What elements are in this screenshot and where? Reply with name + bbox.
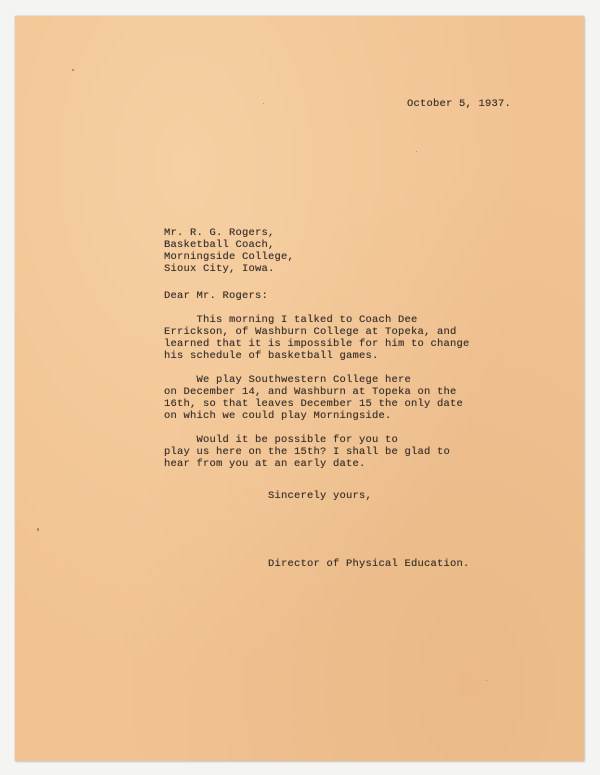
recipient-name: Mr. R. G. Rogers, (164, 227, 275, 239)
paper-speck (416, 151, 417, 152)
paragraph-line: on which we could play Morningside. (164, 410, 392, 422)
paper-speck (486, 680, 487, 681)
paragraph-line: learned that it is impossible for him to change (164, 338, 470, 350)
recipient-organization: Morningside College, (164, 251, 295, 263)
salutation: Dear Mr. Rogers: (164, 290, 269, 302)
letter-date: October 5, 1937. (407, 98, 512, 110)
paragraph-line: play us here on the 15th? I shall be glad to (164, 446, 451, 458)
recipient-city: Sioux City, Iowa. (164, 263, 275, 275)
paper-speck (72, 69, 74, 71)
complimentary-closing: Sincerely yours, (268, 490, 373, 502)
paper-speck (263, 103, 264, 104)
paragraph-line: We play Southwestern College here (164, 374, 412, 386)
paragraph-line: This morning I talked to Coach Dee (164, 314, 418, 326)
paragraph-line: his schedule of basketball games. (164, 350, 379, 362)
paper-speck (37, 528, 39, 531)
paragraph-line: on December 14, and Washburn at Topeka on the (164, 386, 457, 398)
paragraph-line: Would it be possible for you to (164, 434, 399, 446)
recipient-title: Basketball Coach, (164, 239, 275, 251)
paragraph-line: Errickson, of Washburn College at Topeka, and (164, 326, 457, 338)
paragraph-line: hear from you at an early date. (164, 458, 366, 470)
paragraph-line: 16th, so that leaves December 15 the only date (164, 398, 464, 410)
letter-page (15, 16, 584, 761)
signature-title: Director of Physical Education. (268, 558, 470, 570)
